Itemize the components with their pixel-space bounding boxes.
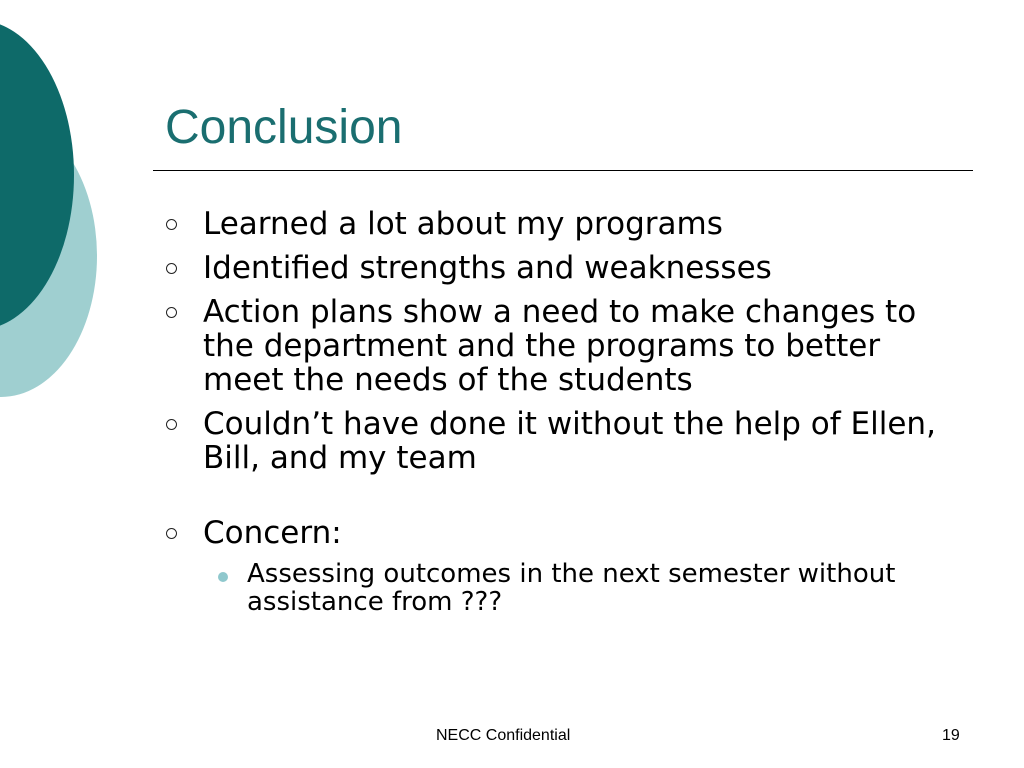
bullet-item: [160, 251, 970, 285]
bullet-item: [160, 407, 970, 475]
bullet-text: Couldn’t have done it without the help of Ellen, Bill, and my team: [203, 406, 936, 476]
page-number: 19: [942, 727, 960, 744]
slide-content: [160, 207, 970, 616]
filled-dot-icon: [218, 572, 228, 582]
hollow-circle-icon: [166, 219, 177, 230]
hollow-circle-icon: [166, 263, 177, 274]
footer-text: NECC Confidential: [436, 727, 571, 744]
bullet-item-concern: [160, 516, 970, 550]
bullet-text: Action plans show a need to make changes to the department and the programs to better meet the needs of the students: [203, 294, 917, 398]
hollow-circle-icon: [166, 528, 177, 539]
decorative-circles: [0, 0, 110, 420]
bullet-item: [160, 295, 970, 397]
sub-bullet-item: [160, 560, 970, 616]
slide-title: Conclusion: [165, 101, 403, 154]
hollow-circle-icon: [166, 419, 177, 430]
bullet-text: Concern:: [203, 515, 342, 551]
bullet-item: [160, 207, 970, 241]
title-divider: [153, 170, 973, 171]
sub-bullet-text: Assessing outcomes in the next semester without assistance from ???: [247, 559, 896, 617]
bullet-text: Identified strengths and weaknesses: [203, 250, 772, 286]
bullet-text: Learned a lot about my programs: [203, 206, 723, 242]
hollow-circle-icon: [166, 307, 177, 318]
